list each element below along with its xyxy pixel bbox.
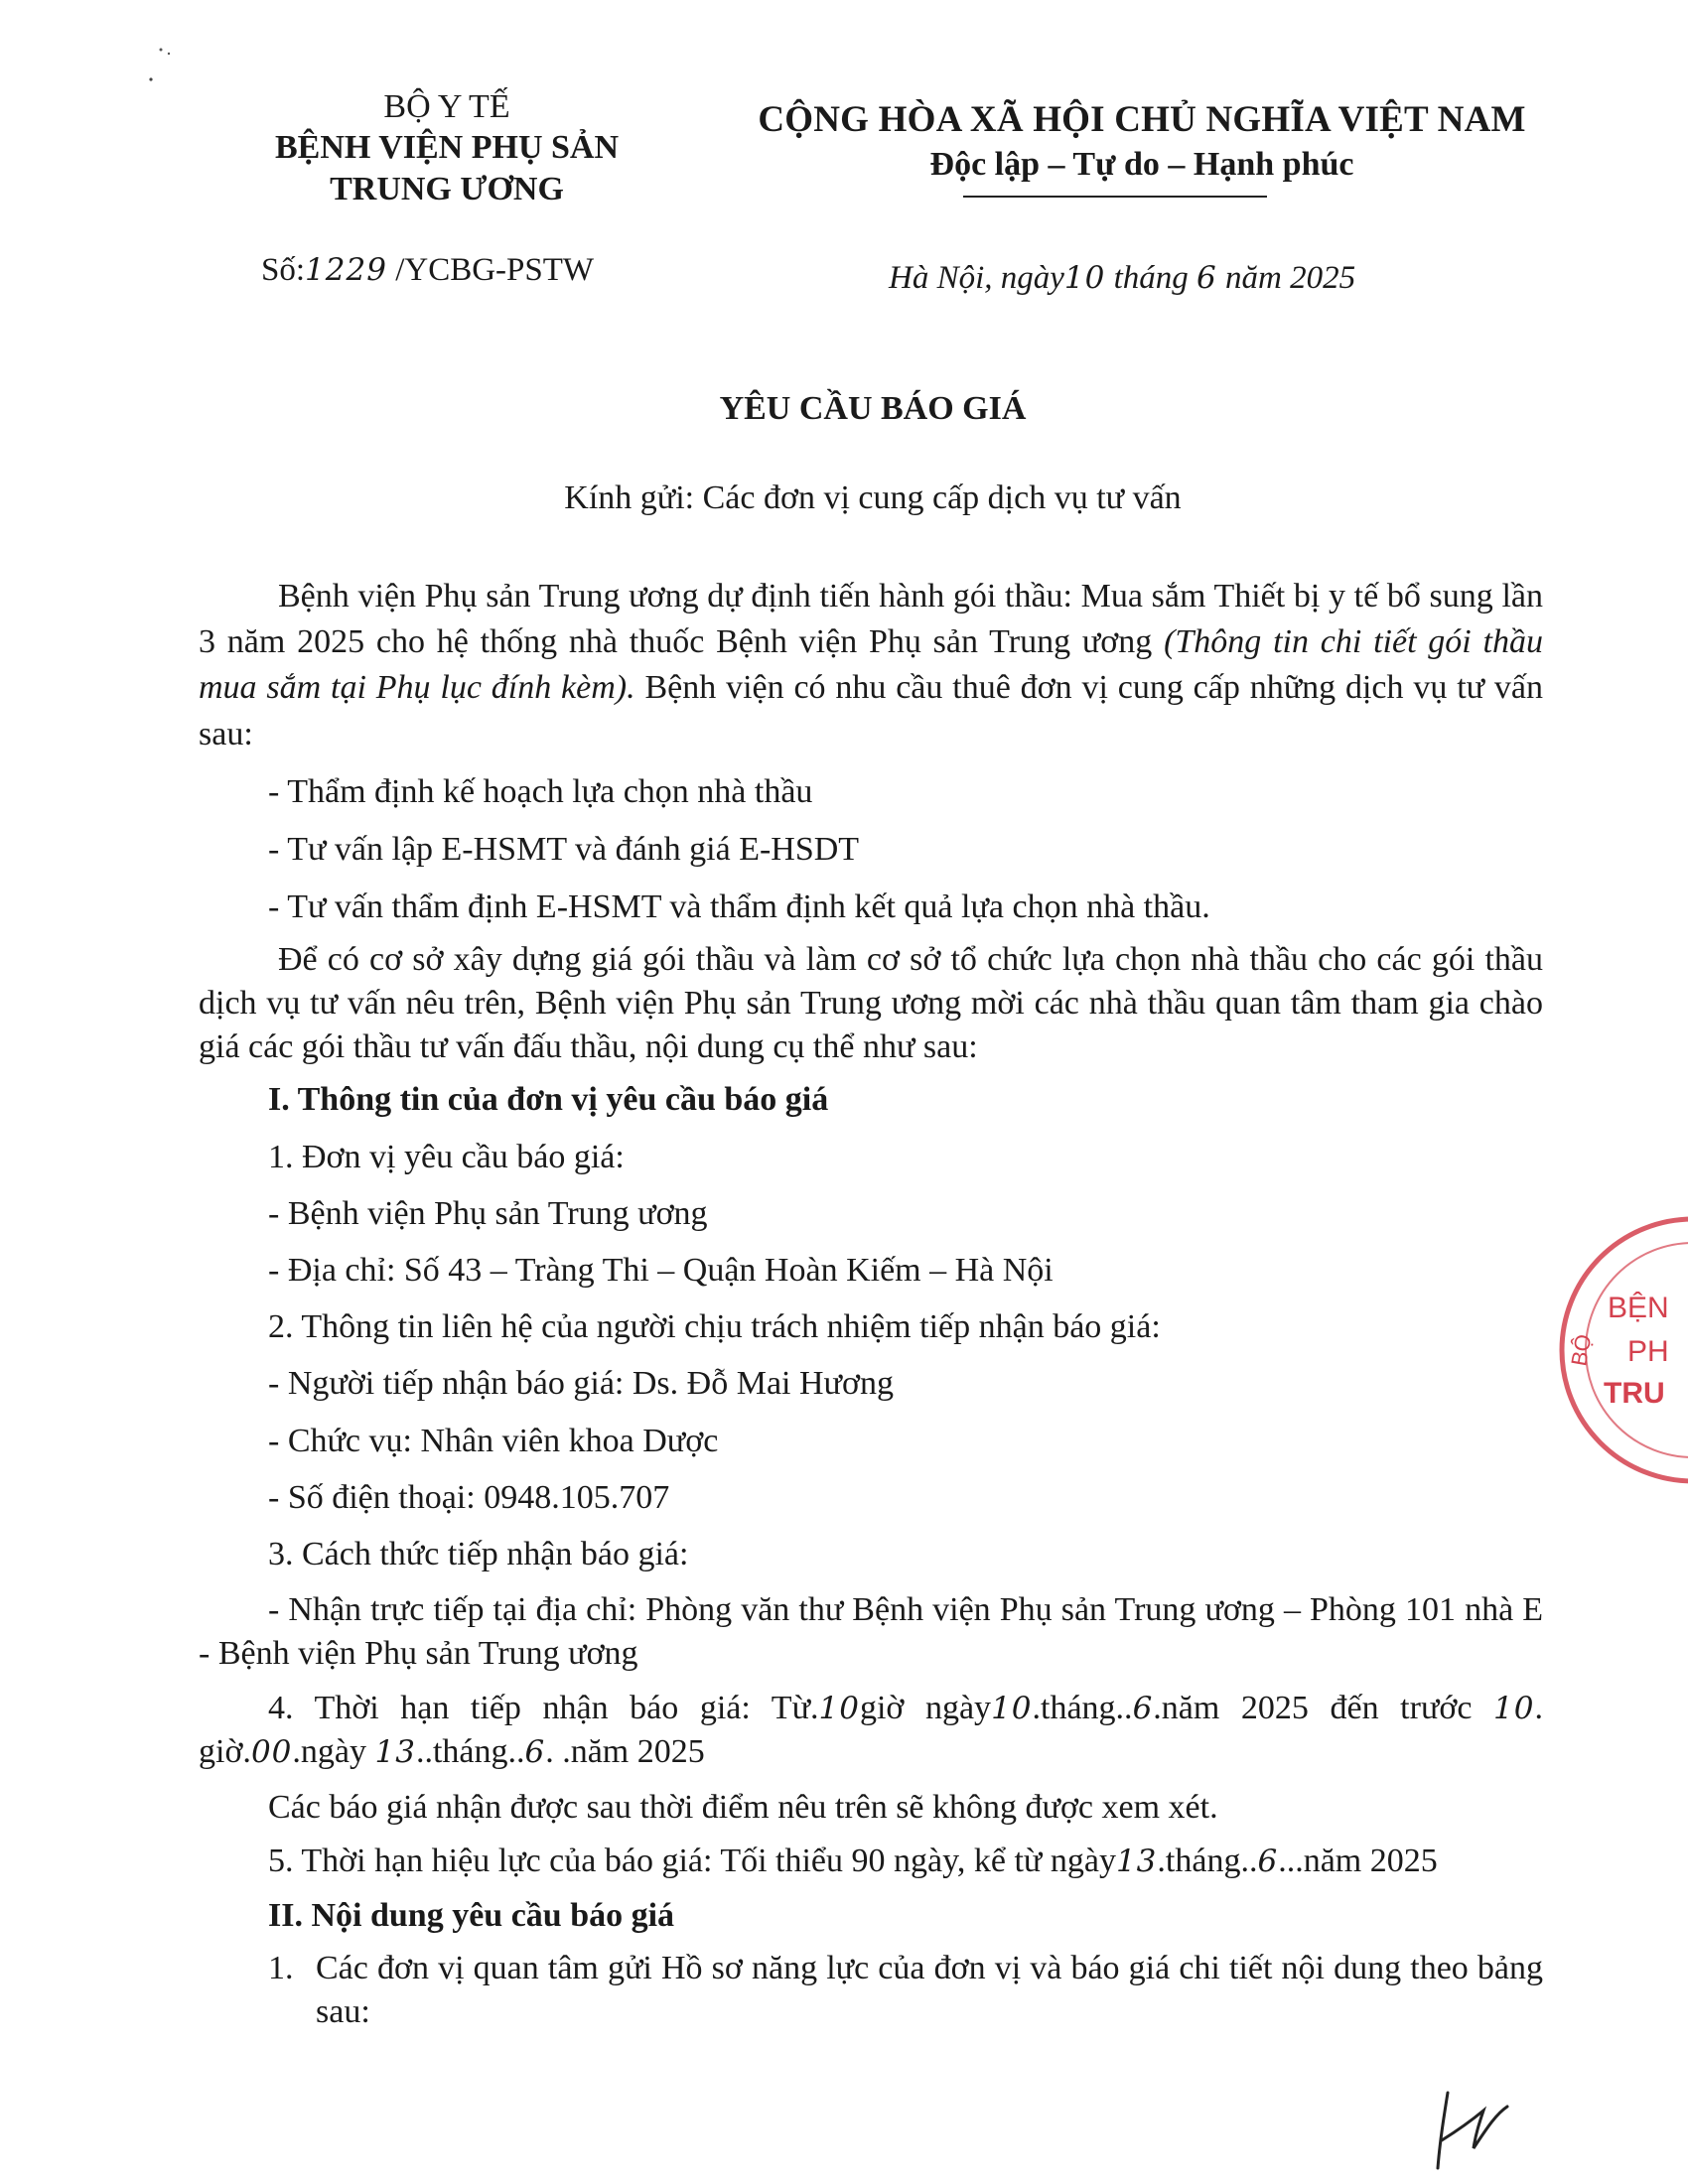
service-item: - Tư vấn lập E-HSMT và đánh giá E-HSDT: [268, 831, 860, 869]
item4-text: .tháng..: [1032, 1690, 1133, 1727]
date-month-label: tháng: [1105, 260, 1197, 296]
docno-suffix: /YCBG-PSTW: [386, 252, 595, 288]
service-item: - Tư vấn thẩm định E-HSMT và thẩm định kết quả lựa chọn nhà thầu.: [268, 888, 1210, 926]
docno-prefix: Số:: [261, 252, 306, 288]
date-prefix: Hà Nội, ngày: [889, 260, 1064, 296]
national-motto: Độc lập – Tự do – Hạnh phúc: [929, 146, 1354, 183]
item4-hand-day2: 13: [374, 1734, 416, 1771]
s1-item4: [199, 1687, 1543, 1774]
red-seal-stamp: [1544, 1206, 1688, 1494]
item4-hand-minute2: 00: [250, 1734, 293, 1771]
item4-hand-day1: 10: [991, 1691, 1033, 1727]
item5-text: ...năm 2025: [1278, 1843, 1438, 1880]
national-header: [695, 97, 1589, 187]
republic-name: CỘNG HÒA XÃ HỘI CHỦ NGHĨA VIỆT NAM: [758, 99, 1526, 140]
s1-position: - Chức vụ: Nhân viên khoa Dược: [268, 1422, 719, 1459]
s1-item3: 3. Cách thức tiếp nhận báo giá:: [268, 1536, 689, 1573]
s2-item1-number: 1.: [268, 1949, 294, 1986]
intro-text-b: Bệnh viện có nhu cầu thuê đơn vị cung cấp những dịch vụ tư vấn sau:: [199, 669, 1543, 752]
item4-text: . .năm 2025: [545, 1733, 705, 1771]
handwritten-initials: [1430, 2083, 1509, 2172]
item4-hand-month2: 6: [524, 1734, 546, 1771]
item5-hand-month: 6: [1257, 1843, 1279, 1880]
scan-specks: [139, 40, 199, 99]
date-day: 10: [1063, 260, 1106, 296]
docno-handwritten-number: 1229: [305, 252, 387, 288]
document-number: [261, 252, 594, 289]
recipient-line: Kính gửi: Các đơn vị cung cấp dịch vụ tư vấn: [564, 479, 1182, 516]
issue-date: [889, 260, 1355, 297]
item4-text: . giờ.: [199, 1690, 1543, 1771]
item4-text: .ngày: [292, 1733, 375, 1771]
intro-paragraph: [199, 574, 1543, 757]
hospital-name-line2: TRUNG ƯƠNG: [330, 171, 564, 207]
item4-text: ..tháng..: [415, 1733, 525, 1771]
service-item: - Thẩm định kế hoạch lựa chọn nhà thầu: [268, 772, 813, 810]
s1-unit: - Bệnh viện Phụ sản Trung ương: [268, 1194, 708, 1232]
s1-receive-method: - Nhận trực tiếp tại địa chỉ: Phòng văn thư Bệnh viện Phụ sản Trung ương – Phòng 101 nhà E - Bệnh viện Phụ sản Trung ương: [199, 1591, 1543, 1673]
item5-hand-day: 13: [1115, 1843, 1158, 1880]
document-body: [199, 574, 1543, 2034]
seal-text-side: BỘ: [1566, 1332, 1597, 1368]
item4-hand-hour2: 10: [1493, 1691, 1535, 1727]
intro-text-italic: (Thông tin chi tiết gói thầu mua sắm tại Phụ lục đính kèm).: [199, 623, 1543, 707]
section1-heading: I. Thông tin của đơn vị yêu cầu báo giá: [268, 1081, 829, 1119]
item4-text: .năm 2025 đến trước: [1153, 1690, 1494, 1727]
s1-phone: - Số điện thoại: 0948.105.707: [268, 1478, 670, 1516]
item4-hand-month1: 6: [1132, 1691, 1154, 1727]
motto-underline: [963, 196, 1267, 198]
ministry-name: BỘ Y TẾ: [383, 88, 510, 125]
seal-text-line2: PH: [1627, 1335, 1669, 1368]
s2-item1: [199, 1947, 1543, 2034]
seal-text-line3: TRU: [1604, 1377, 1665, 1410]
purpose-paragraph: Để có cơ sở xây dựng giá gói thầu và làm cơ sở tổ chức lựa chọn nhà thầu cho các gói thầu dịch vụ tư vấn nêu trên, Bệnh viện Phụ sản Trung ương mời các nhà thầu quan tâm tham gia chào giá các gói thầu tư vấn đấu thầu, nội dung cụ thể như sau:: [199, 941, 1543, 1066]
item5-text: 5. Thời hạn hiệu lực của báo giá: Tối thiểu 90 ngày, kể từ ngày: [268, 1843, 1116, 1880]
item5-text: .tháng..: [1157, 1843, 1258, 1880]
s1-address: - Địa chỉ: Số 43 – Tràng Thi – Quận Hoàn Kiếm – Hà Nội: [268, 1252, 1054, 1290]
s1-receiver: - Người tiếp nhận báo giá: Ds. Đỗ Mai Hương: [268, 1365, 894, 1403]
s1-item1: 1. Đơn vị yêu cầu báo giá:: [268, 1138, 625, 1175]
intro-text-a: Bệnh viện Phụ sản Trung ương dự định tiến hành gói thầu: Mua sắm Thiết bị y tế bổ sung lần 3 năm 2025 cho hệ thống nhà thuốc Bệnh viện Phụ sản Trung ương: [199, 578, 1543, 661]
item4-text: giờ ngày: [859, 1690, 992, 1727]
date-month: 6: [1196, 260, 1217, 296]
issuer-block: [199, 87, 695, 210]
item4-text: 4. Thời hạn tiếp nhận báo giá: Từ.: [268, 1690, 819, 1727]
s2-item1-text: Các đơn vị quan tâm gửi Hồ sơ năng lực của đơn vị và báo giá chi tiết nội dung theo bảng sau:: [316, 1949, 1543, 2030]
s1-item2: 2. Thông tin liên hệ của người chịu trách nhiệm tiếp nhận báo giá:: [268, 1308, 1161, 1346]
document-title: YÊU CẦU BÁO GIÁ: [719, 390, 1027, 427]
seal-text-line1: BỆN: [1608, 1292, 1669, 1324]
section2-heading: II. Nội dung yêu cầu báo giá: [268, 1896, 675, 1934]
date-year: năm 2025: [1216, 260, 1356, 296]
s1-item5: [199, 1839, 1543, 1884]
s1-late-note: Các báo giá nhận được sau thời điểm nêu trên sẽ không được xem xét.: [268, 1789, 1218, 1827]
item4-hand-hour1: 10: [818, 1691, 860, 1727]
hospital-name-line1: BỆNH VIỆN PHỤ SẢN: [274, 129, 620, 166]
